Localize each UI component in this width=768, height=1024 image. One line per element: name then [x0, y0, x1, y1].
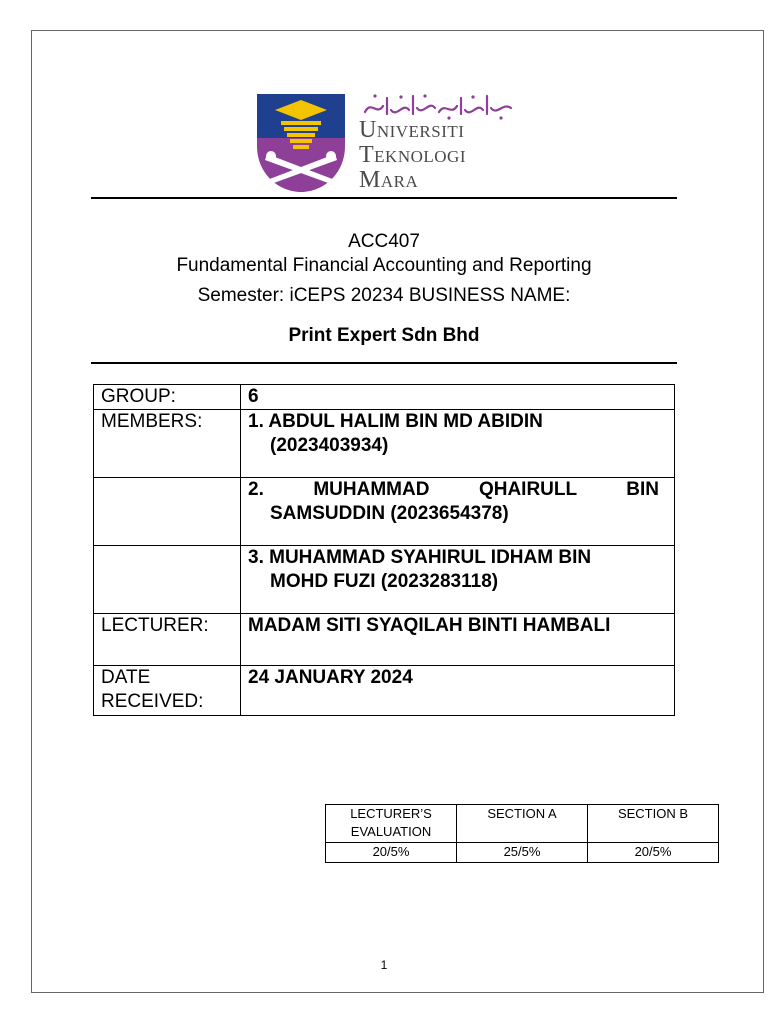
eval-header-section-b: SECTION B [588, 805, 719, 843]
lecturer-value: MADAM SITI SYAQILAH BINTI HAMBALI [241, 614, 675, 666]
member-3 [241, 546, 675, 614]
course-code: ACC407 [348, 231, 420, 252]
business-name: Print Expert Sdn Bhd [288, 325, 480, 346]
top-divider [91, 197, 677, 199]
date-label-line1: DATE [101, 667, 151, 688]
member-1-name: 1. ABDUL HALIM BIN MD ABIDIN [248, 411, 543, 432]
member-1 [241, 410, 675, 478]
table-row [94, 410, 675, 478]
evaluation-table [325, 804, 719, 863]
group-info-table [93, 384, 675, 716]
page-number: 1 [380, 958, 388, 972]
eval-value-section-b: 20/5% [588, 843, 719, 863]
member-2 [241, 478, 675, 546]
table-row [94, 666, 675, 716]
member-3-name: 3. MUHAMMAD SYAHIRUL IDHAM BIN [248, 547, 592, 568]
group-value: 6 [241, 385, 675, 410]
logo-line-mara: Mara [359, 167, 419, 193]
lecturer-label: LECTURER: [94, 614, 241, 666]
member-1-id: (2023403934) [270, 435, 389, 456]
empty-label-cell [94, 546, 241, 614]
empty-label-cell [94, 478, 241, 546]
member-2-rest: SAMSUDDIN (2023654378) [270, 503, 509, 524]
eval-value-section-a: 25/5% [457, 843, 588, 863]
date-received-value: 24 JANUARY 2024 [241, 666, 675, 716]
table-row [94, 478, 675, 546]
table-row [326, 805, 719, 843]
university-name [359, 118, 466, 193]
logo-line-universiti: Universiti [359, 117, 465, 143]
course-name: Fundamental Financial Accounting and Reporting [176, 255, 592, 276]
table-row [94, 385, 675, 410]
jawi-script-logotype [361, 92, 515, 120]
member-2-name: 2. MUHAMMAD QHAIRULL BIN [248, 479, 659, 500]
semester-line: Semester: iCEPS 20234 BUSINESS NAME: [197, 285, 571, 306]
eval-header-section-a: SECTION A [457, 805, 588, 843]
date-label-line2: RECEIVED: [101, 691, 204, 712]
table-row [94, 614, 675, 666]
bottom-divider [91, 362, 677, 364]
uitm-logo [257, 92, 517, 192]
members-label: MEMBERS: [94, 410, 241, 478]
member-3-rest: MOHD FUZI (2023283118) [270, 571, 499, 592]
table-row [94, 546, 675, 614]
eval-value-lecturer: 20/5% [326, 843, 457, 863]
logo-line-teknologi: Teknologi [359, 142, 466, 168]
eval-header-lecturer: LECTURER’S EVALUATION [326, 805, 457, 843]
group-label: GROUP: [94, 385, 241, 410]
uitm-shield-icon [257, 94, 345, 192]
table-row [326, 843, 719, 863]
date-received-label [94, 666, 241, 716]
